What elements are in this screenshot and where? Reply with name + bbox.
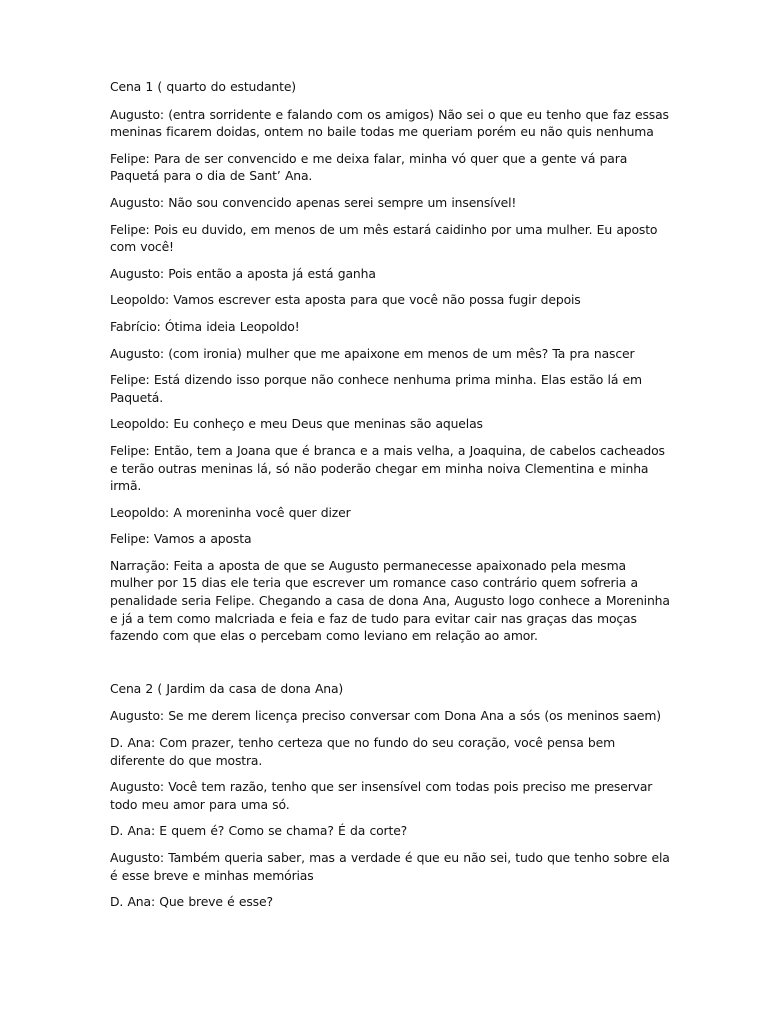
dialogue-line: D. Ana: E quem é? Como se chama? É da corte? [110,823,408,839]
dialogue-line: Felipe: Para de ser convencido e me deixa falar, minha vó quer que a gente vá para Paquetá para o dia de Sant’ Ana. [110,150,628,184]
dialogue-line: Leopoldo: Eu conheço e meu Deus que meninas são aquelas [110,416,483,432]
dialogue-line: Augusto: Não sou convencido apenas serei sempre um insensível! [110,194,517,210]
dialogue-line: Felipe: Vamos a aposta [110,531,252,547]
dialogue-line: Augusto: (com ironia) mulher que me apaixone em menos de um mês? Ta pra nascer [110,345,635,361]
narration-paragraph: Narração: Feita a aposta de que se Augusto permanecesse apaixonado pela mesma mulher por 15 dias ele teria que escrever um romance caso contrário quem sofreria a penalidade seria Felipe. Chegando a casa de dona Ana, Augusto logo conhece a Moreninha e já a tem como malcriada e feia e faz de tudo para evitar cair nas graças das moças fazendo com que elas o percebam como leviano em relação ao amor. [110,557,670,644]
dialogue-line: Leopoldo: A moreninha você quer dizer [110,504,351,520]
dialogue-line: Augusto: Se me derem licença preciso conversar com Dona Ana a sós (os meninos saem) [110,708,661,724]
dialogue-line: Augusto: Pois então a aposta já está ganha [110,265,376,281]
dialogue-line: Felipe: Pois eu duvido, em menos de um mês estará caidinho por uma mulher. Eu aposto com você! [110,221,658,255]
dialogue-line: Felipe: Então, tem a Joana que é branca e a mais velha, a Joaquina, de cabelos cacheados e terão outras meninas lá, só não poderão chegar em minha noiva Clementina e minha irmã. [110,442,665,494]
dialogue-line: Augusto: (entra sorridente e falando com os amigos) Não sei o que eu tenho que faz essas meninas ficarem doidas, ontem no baile todas me queriam porém eu não quis nenhuma [110,106,669,140]
scene-2-heading: Cena 2 ( Jardim da casa de dona Ana) [110,680,344,696]
scene-1-heading: Cena 1 ( quarto do estudante) [110,79,296,94]
scene-spacer [110,654,670,680]
dialogue-line: Augusto: Você tem razão, tenho que ser insensível com todas pois preciso me preservar todo meu amor para uma só. [110,779,653,812]
dialogue-line: Augusto: Também queria saber, mas a verdade é que eu não sei, tudo que tenho sobre ela é esse breve e minhas memórias [110,850,670,883]
dialogue-line: D. Ana: Que breve é esse? [110,894,273,910]
document-page [110,78,670,920]
dialogue-line: Felipe: Está dizendo isso porque não conhece nenhuma prima minha. Elas estão lá em Paquetá. [110,372,642,405]
dialogue-line: Fabrício: Ótima ideia Leopoldo! [110,318,300,334]
dialogue-line: D. Ana: Com prazer, tenho certeza que no fundo do seu coração, você pensa bem diferente do que mostra. [110,735,616,768]
dialogue-line: Leopoldo: Vamos escrever esta aposta para que você não possa fugir depois [110,292,581,308]
